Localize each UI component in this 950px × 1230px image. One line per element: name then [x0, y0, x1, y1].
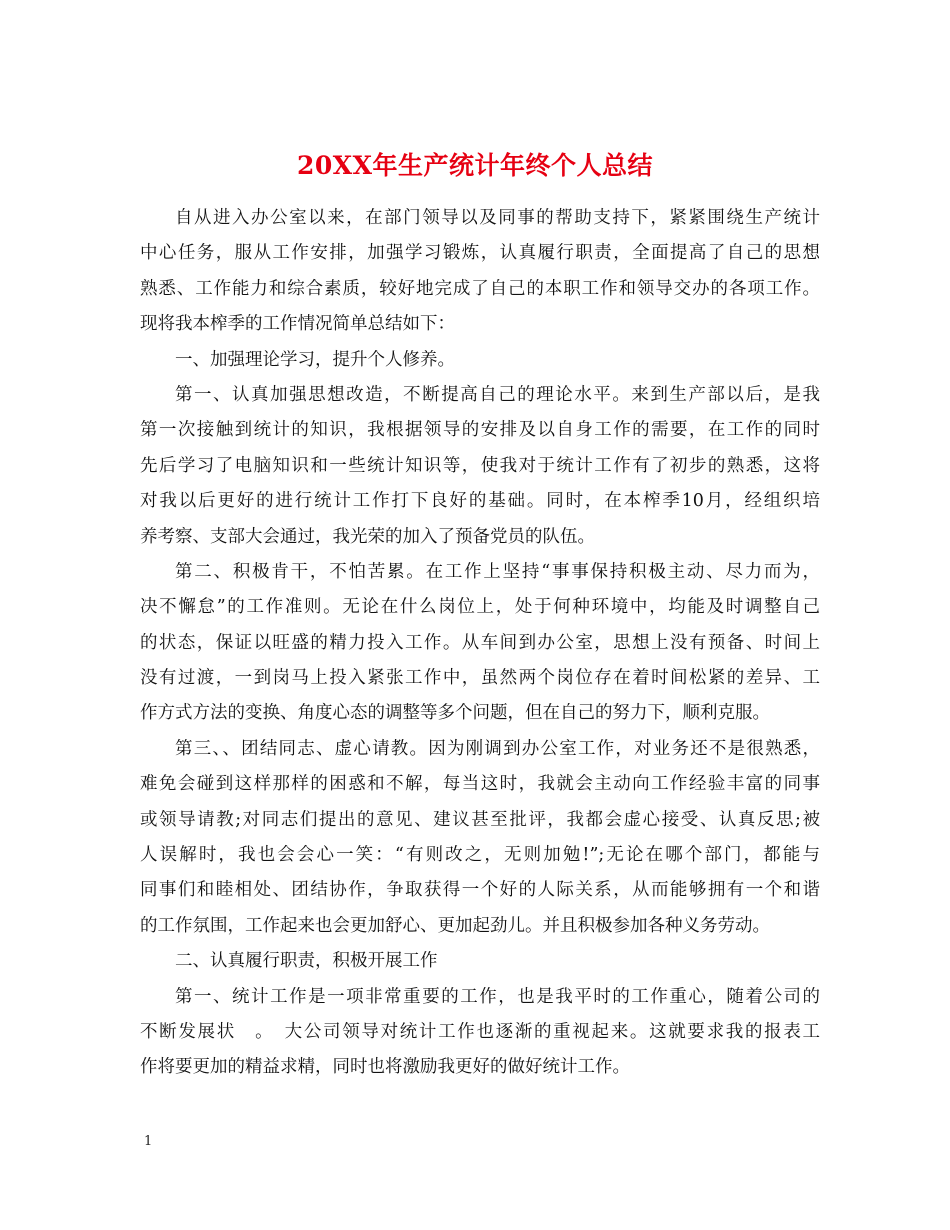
paragraph-line: 人误解时，我也会会心一笑：“有则改之，无则加勉!”;无论在哪个部门，都能与 — [140, 845, 820, 866]
document-title: 20XX年生产统计年终个人总结 — [296, 150, 654, 180]
paragraph-line: 的工作氛围，工作起来也会更加舒心、更加起劲儿。并且积极参加各种义务劳动。 — [140, 915, 770, 936]
paragraph-line: 对我以后更好的进行统计工作打下良好的基础。同时，在本榨季10月，经组织培 — [140, 491, 820, 512]
paragraph-line: 不断发展状 。 大公司领导对统计工作也逐渐的重视起来。这就要求我的报表工 — [140, 1021, 820, 1042]
paragraph-line: 或领导请教;对同志们提出的意见、建议甚至批评，我都会虚心接受、认真反思;被 — [140, 809, 820, 830]
paragraph-line: 第二、积极肯干，不怕苦累。在工作上坚持“事事保持积极主动、尽力而为， — [175, 561, 820, 582]
paragraph-line: 养考察、支部大会通过，我光荣的加入了预备党员的队伍。 — [140, 526, 595, 547]
paragraph-line: 的状态，保证以旺盛的精力投入工作。从车间到办公室，思想上没有预备、时间上 — [140, 632, 820, 653]
paragraph-line: 中心任务，服从工作安排，加强学习锻炼，认真履行职责，全面提高了自己的思想 — [140, 243, 820, 264]
paragraph-line: 第三、、团结同志、虚心请教。因为刚调到办公室工作，对业务还不是很熟悉， — [175, 738, 820, 759]
paragraph-line: 第一次接触到统计的知识，我根据领导的安排及以自身工作的需要，在工作的同时 — [140, 420, 820, 441]
section-heading: 一、加强理论学习，提升个人修养。 — [175, 349, 455, 370]
paragraph-line: 熟悉、工作能力和综合素质，较好地完成了自己的本职工作和领导交办的各项工作。 — [140, 278, 820, 299]
paragraph-line: 自从进入办公室以来，在部门领导以及同事的帮助支持下，紧紧围绕生产统计 — [175, 208, 820, 228]
paragraph-line: 同事们和睦相处、团结协作，争取获得一个好的人际关系，从而能够拥有一个和谐 — [140, 880, 820, 901]
paragraph-line: 决不懈怠”的工作准则。无论在什么岗位上，处于何种环境中，均能及时调整自己 — [140, 597, 820, 618]
document-body — [140, 201, 820, 1086]
paragraph-line: 没有过渡，一到岗马上投入紧张工作中，虽然两个岗位存在着时间松紧的差异、工 — [140, 668, 820, 689]
paragraph-line: 第一、统计工作是一项非常重要的工作，也是我平时的工作重心，随着公司的 — [175, 986, 820, 1007]
section-heading: 二、认真履行职责，积极开展工作 — [175, 951, 438, 972]
paragraph-line: 现将我本榨季的工作情况简单总结如下： — [140, 314, 455, 335]
paragraph-line: 难免会碰到这样那样的困惑和不解，每当这时，我就会主动向工作经验丰富的同事 — [140, 774, 820, 795]
page-number: 1 — [144, 1134, 153, 1149]
paragraph-line: 先后学习了电脑知识和一些统计知识等，使我对于统计工作有了初步的熟悉，这将 — [140, 455, 820, 476]
paragraph-line: 作方式方法的变换、角度心态的调整等多个问题，但在自己的努力下，顺利克服。 — [140, 703, 770, 724]
paragraph-line: 作将要更加的精益求精，同时也将激励我更好的做好统计工作。 — [140, 1057, 630, 1078]
paragraph-line: 第一、认真加强思想改造，不断提高自己的理论水平。来到生产部以后，是我 — [175, 384, 820, 405]
